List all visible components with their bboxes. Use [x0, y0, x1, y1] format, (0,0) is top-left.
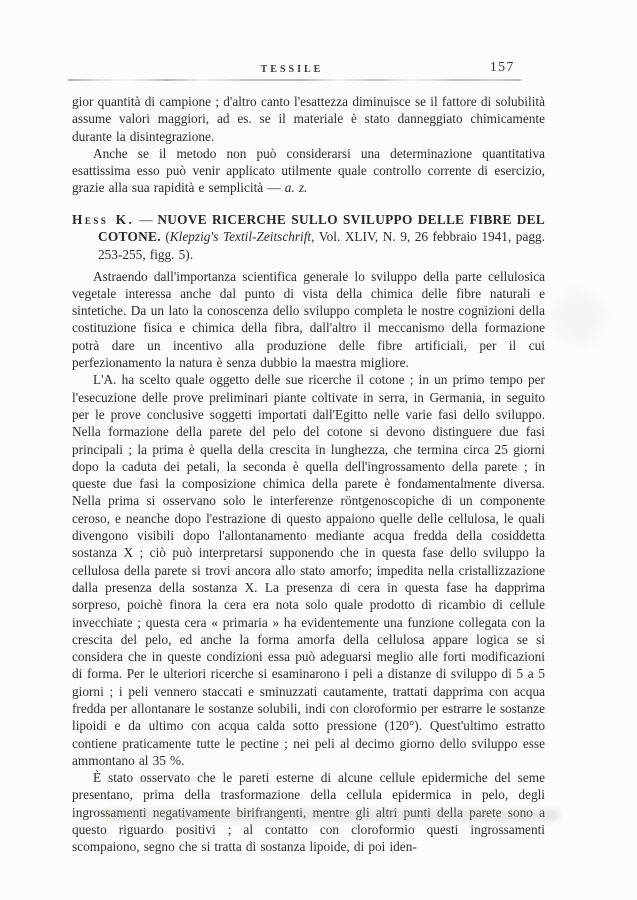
- review-paragraph-1: Astraendo dall'importanza scientifica generale lo sviluppo della parte cellulosica vegetale interessa anche dal punto di vista della chimica delle fibre naturali e sintetiche. Da un lato la conoscenza dello sviluppo completa le nostre cognizioni della costituzione fisica e chimica della fibra, dall'altro il meccanismo della formazione potrà dare un incentivo alla produzione delle fibre artificiali, per il cui perfezionamento la natura è senza dubbio la maestra migliore.: [72, 268, 545, 371]
- citation-open: (: [160, 229, 170, 245]
- review-paragraph-3: È stato osservato che le pareti esterne di alcune cellule epidermiche del seme presentano, prima della trasformazione della cellula epidermica in pelo, degli ingrossamenti negativamente birifrangenti, mentre gli altri punti della parete sono a questo riguardo positivi ; al contatto con cloroformio questi ingrossamenti scompaiono, segno che si tratta di sostanza lipoide, di poi iden-: [72, 770, 545, 855]
- page-number: 157: [490, 59, 515, 74]
- scan-artifact-right: [552, 292, 604, 344]
- author-name: Hess K.: [72, 211, 135, 227]
- review-entry-heading: [72, 211, 545, 264]
- closing-paragraph-text: Anche se il metodo non può considerarsi una determinazione quantitativa esattissima esso può venir applicato utilmente quale controllo corrente di esercizio, grazie alla sua rapidità e semplicità —: [72, 145, 545, 196]
- heading-separator: —: [134, 211, 158, 227]
- article-title: NUOVE RICERCHE SULLO SVILUPPO DELLE FIBRE DEL COTONE.: [98, 211, 546, 245]
- previous-review-closing-paragraph: [72, 145, 545, 197]
- scan-artifact-bottom: [105, 810, 560, 821]
- text-column: [72, 93, 545, 856]
- running-head-section-title: TESSILE: [260, 64, 324, 75]
- continued-paragraph: gior quantità di campione ; d'altro canto l'esattezza diminuisce se il fattore di solubilità assume valori maggiori, ad es. se il materiale è stato danneggiato chimicamente durante la disintegrazione.: [72, 94, 545, 144]
- review-paragraph-2: L'A. ha scelto quale oggetto delle sue ricerche il cotone ; in un primo tempo per l'esecuzione delle prove preliminari piante coltivate in serra, in Germania, in seguito per le prove conclusive soggetti importati dall'Egitto nelle varie fasi dello sviluppo. Nella formazione della parete del pelo del cotone si devono distinguere due fasi principali ; la prima è quella della crescita in lunghezza, che termina circa 25 giorni dopo la caduta dei petali, la seconda è quella dell'ingrossamento della parete ; in queste due fasi la composizione chimica della parete è fondamentalmente diversa. Nella prima si osservano solo le interferenze röntgenoscopiche di un componente ceroso, e neanche dopo l'estrazione di questo appaiono quelle delle cellulosa, le quali divengono visibili dopo l'allontanamento mediante acqua fredda della cosiddetta sostanza X ; ciò può interpretarsi supponendo che in questa fase dello sviluppo la cellulosa della parete si trovi ancora allo stato amorfo; impedita nella cristallizzazione dalla presenza della sostanza X. La presenza di cera in questa fase ha dapprima sorpreso, poichè finora la cera era nota solo quale prodotto di ricambio di cellule invecchiate ; questa cera « primaria » ha evidentemente una funzione collegata con la crescita del pelo, ed anche la forma amorfa della cellulosa appare logica se si considera che in queste condizioni essa può adeguarsi meglio alle forti modificazioni di forma. Per le ulteriori ricerche si esaminarono i peli a distanze di sviluppo di 5 a 5 giorni ; i peli vennero staccati e sminuzzati cautamente, trattati dapprima con acqua fredda per allontanare le sostanze solubili, indi con cloroformio per estrarre le sostanze lipoidi e da ultimo con acqua calda sotto pressione (120°). Quest'ultimo estratto contiene praticamente tutte le pectine ; nei peli al decimo giorno dello sviluppo esse ammontano al 35 %.: [72, 372, 545, 768]
- reviewer-initials: a. z.: [284, 180, 308, 196]
- journal-name: Klepzig's Textil-Zeitschrift: [169, 229, 312, 245]
- header-rule: [68, 79, 521, 81]
- citation-details: , Vol. XLIV, N. 9, 26 febbraio 1941, pagg. 253-255, figg. 5).: [98, 229, 545, 262]
